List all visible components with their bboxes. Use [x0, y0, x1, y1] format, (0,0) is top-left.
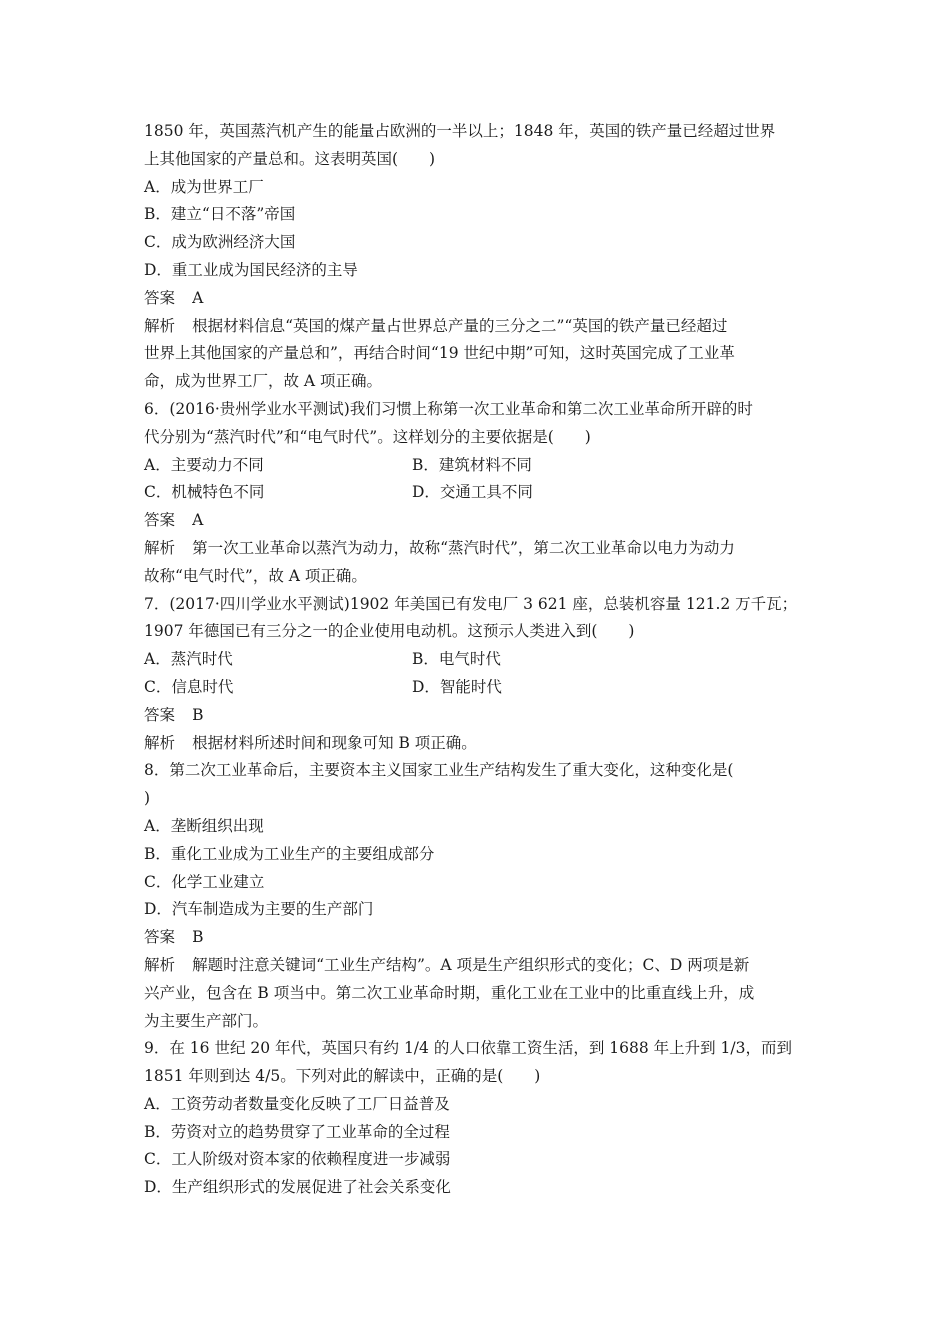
answer-line — [144, 702, 814, 730]
answer-label: 答案 — [144, 705, 176, 724]
option-d: D．智能时代 — [412, 677, 502, 696]
answer-value: B — [192, 928, 204, 947]
question-list — [144, 118, 814, 1202]
answer-value: A — [192, 511, 204, 530]
option-c: C．机械特色不同 — [144, 483, 265, 502]
question-stem-line: 1851 年则到达 4/5。下列对此的解读中，正确的是( ) — [144, 1067, 541, 1086]
analysis-text: 故称“电气时代”，故 A 项正确。 — [144, 566, 367, 585]
analysis-label: 解析 — [144, 955, 176, 974]
option-b: B．建立“日不落”帝国 — [144, 205, 296, 224]
question-stem-line: 代分别为“蒸汽时代”和“电气时代”。这样划分的主要依据是( ) — [144, 427, 591, 446]
question-9 — [144, 1035, 814, 1202]
analysis-text: 解题时注意关键词“工业生产结构”。A 项是生产组织形式的变化；C、D 两项是新 — [192, 955, 750, 974]
option-b: B．劳资对立的趋势贯穿了工业革命的全过程 — [144, 1122, 450, 1141]
question-8 — [144, 757, 814, 1035]
analysis-label: 解析 — [144, 733, 176, 752]
analysis-line — [144, 730, 814, 758]
option-a: A．蒸汽时代 — [144, 650, 233, 669]
question-stem-line: 9．在 16 世纪 20 年代，英国只有约 1/4 的人口依靠工资生活，到 1688 年上升到 1/3，而到 — [144, 1039, 792, 1058]
analysis-text: 世界上其他国家的产量总和”，再结合时间“19 世纪中期”可知，这时英国完成了工业革 — [144, 344, 735, 363]
analysis-label: 解析 — [144, 538, 176, 557]
analysis-line — [144, 535, 814, 563]
question-stem-line: 上其他国家的产量总和。这表明英国( ) — [144, 149, 436, 168]
option-d: D．重工业成为国民经济的主导 — [144, 260, 358, 279]
option-row — [144, 479, 814, 507]
option-c: C．成为欧洲经济大国 — [144, 233, 296, 252]
option-b: B．重化工业成为工业生产的主要组成部分 — [144, 844, 435, 863]
analysis-text: 命，成为世界工厂，故 A 项正确。 — [144, 372, 383, 391]
question-stem-line: 1850 年，英国蒸汽机产生的能量占欧洲的一半以上；1848 年，英国的铁产量已经超过世界 — [144, 122, 776, 140]
analysis-text: 根据材料信息“英国的煤产量占世界总产量的三分之二”“英国的铁产量已经超过 — [192, 316, 728, 335]
option-a: A．主要动力不同 — [144, 455, 264, 474]
answer-line — [144, 924, 814, 952]
question-stem-line: 1907 年德国已有三分之一的企业使用电动机。这预示人类进入到( ) — [144, 622, 635, 641]
option-d: D．汽车制造成为主要的生产部门 — [144, 900, 374, 919]
option-c: C．工人阶级对资本家的依赖程度进一步减弱 — [144, 1150, 451, 1169]
answer-value: B — [192, 705, 204, 724]
question-6 — [144, 396, 814, 591]
answer-line — [144, 285, 814, 313]
answer-label: 答案 — [144, 928, 176, 947]
analysis-text: 为主要生产部门。 — [144, 1011, 269, 1030]
analysis-text: 兴产业，包含在 B 项当中。第二次工业革命时期，重化工业在工业中的比重直线上升，成 — [144, 983, 755, 1002]
answer-label: 答案 — [144, 511, 176, 530]
analysis-text: 根据材料所述时间和现象可知 B 项正确。 — [192, 733, 477, 752]
option-b: B．建筑材料不同 — [412, 455, 532, 474]
option-d: D．生产组织形式的发展促进了社会关系变化 — [144, 1178, 451, 1197]
option-row — [144, 646, 814, 674]
option-c: C．化学工业建立 — [144, 872, 265, 891]
option-row — [144, 452, 814, 480]
option-a: A．垄断组织出现 — [144, 816, 264, 835]
option-b: B．电气时代 — [412, 650, 501, 669]
answer-value: A — [192, 288, 204, 307]
analysis-line — [144, 952, 814, 980]
question-stem-line: 6．(2016·贵州学业水平测试)我们习惯上称第一次工业革命和第二次工业革命所开辟的时 — [144, 399, 753, 418]
question-stem-line: 8．第二次工业革命后，主要资本主义国家工业生产结构发生了重大变化，这种变化是( — [144, 761, 734, 780]
question-7 — [144, 591, 814, 758]
question-5 — [144, 118, 814, 396]
question-stem-line: 7．(2017·四川学业水平测试)1902 年美国已有发电厂 3 621 座，总装机容量 121.2 万千瓦； — [144, 594, 798, 613]
analysis-label: 解析 — [144, 316, 176, 335]
option-c: C．信息时代 — [144, 677, 234, 696]
question-stem-line: ) — [144, 789, 151, 808]
option-row — [144, 674, 814, 702]
answer-line — [144, 507, 814, 535]
option-a: A．工资劳动者数量变化反映了工厂日益普及 — [144, 1094, 450, 1113]
answer-label: 答案 — [144, 288, 176, 307]
analysis-line — [144, 313, 814, 341]
option-d: D．交通工具不同 — [412, 483, 533, 502]
analysis-text: 第一次工业革命以蒸汽为动力，故称“蒸汽时代”，第二次工业革命以电力为动力 — [192, 538, 735, 557]
option-a: A．成为世界工厂 — [144, 177, 264, 196]
